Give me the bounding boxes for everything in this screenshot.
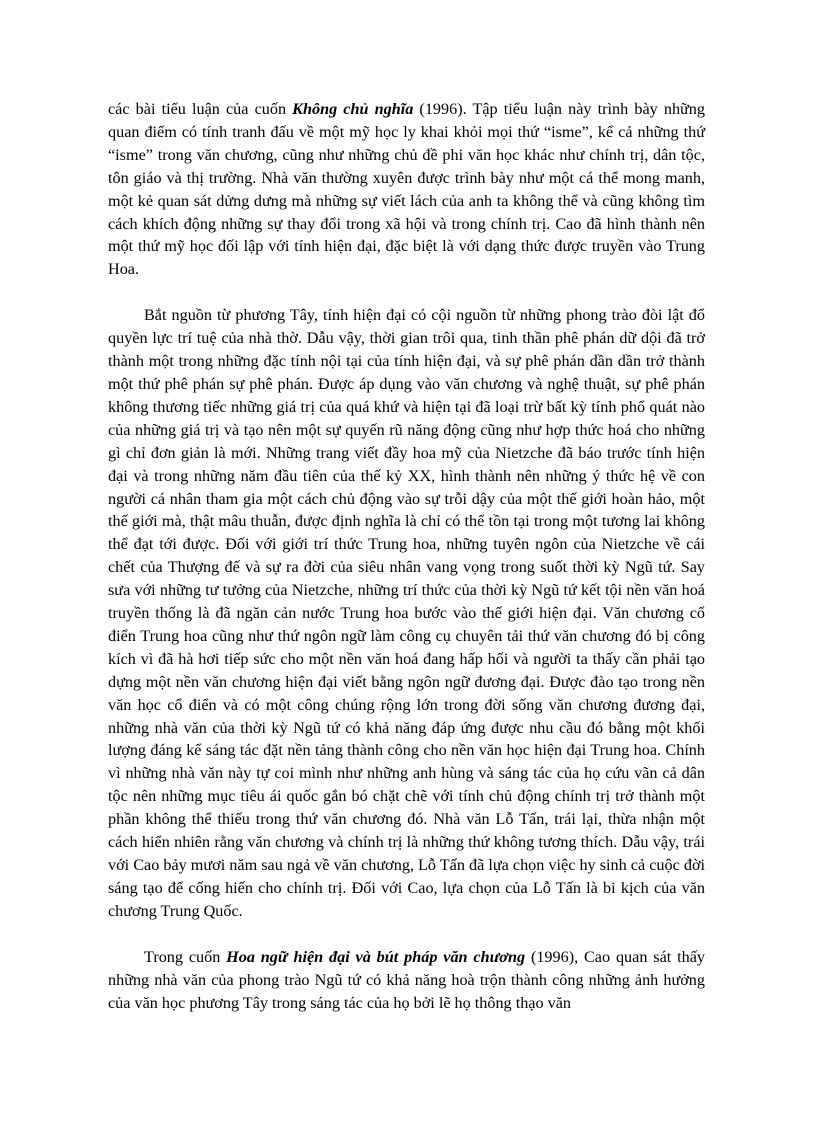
paragraph-1-text-before: các bài tiểu luận của cuốn bbox=[108, 100, 293, 118]
paragraph-3 bbox=[108, 946, 705, 1015]
paragraph-1-text-after: (1996). Tập tiểu luận này trình bày những quan điểm có tính tranh đấu về một mỹ học ly khai khỏi mọi thứ “isme”, kể cả những thứ “isme” trong văn chương, cũng như những chủ đề phi văn học khác như chính trị, dân tộc, tôn giáo và thị trường. Nhà văn thường xuyên được trình bày như một cá thể mong manh, một kẻ quan sát dửng dưng mà những sự viết lách của anh ta không thể và cũng không tìm cách khích động những sự thay đổi trong xã hội và trong chính trị. Cao đã hình thành nên một thứ mỹ học đối lập với tính hiện đại, đặc biệt là với dạng thức được truyền vào Trung Hoa. bbox=[108, 100, 705, 279]
paragraph-1 bbox=[108, 98, 705, 281]
document-page bbox=[108, 98, 705, 1014]
book-title-khong-chu-nghia: Không chủ nghĩa bbox=[292, 100, 414, 118]
paragraph-3-text-after: (1996), Cao quan sát thấy những nhà văn của phong trào Ngũ tứ có khả năng hoà trộn thành công những ảnh hưởng của văn học phương Tây trong sáng tác của họ bởi lẽ họ thông thạo văn bbox=[108, 947, 705, 1012]
paragraph-3-text-before: Trong cuốn bbox=[144, 947, 227, 966]
paragraph-2: Bắt nguồn từ phương Tây, tính hiện đại có cội nguồn từ những phong trào đòi lật đổ quyền lực trí tuệ của nhà thờ. Dẫu vậy, thời gian trôi qua, tinh thần phê phán dữ dội đã trở thành một trong những đặc tính nội tại của tính hiện đại, và sự phê phán dần dần trở thành một thứ phê phán sự phê phán. Được áp dụng vào văn chương và nghệ thuật, sự phê phán không thương tiếc những giá trị của quá khứ và hiện tại đã loại trừ bất kỳ tính phổ quát nào của những giá trị và tạo nên một sự quyến rũ năng động cũng như hợp thức hoá cho những gì chỉ đơn giản là mới. Những trang viết đầy hoa mỹ của Nietzche đã báo trước tính hiện đại và trong những năm đầu tiên của thế kỷ XX, hình thành nên những ý thức hệ về con người cá nhân tham gia một cách chủ động vào sự trỗi dậy của một thế giới hoàn hảo, một thế giới mà, thật mâu thuẫn, được định nghĩa là chỉ có thể tồn tại trong một tương lai không thể đạt tới được. Đối với giới trí thức Trung hoa, những tuyên ngôn của Nietzche về cái chết của Thượng đế và sự ra đời của siêu nhân vang vọng trong suốt thời kỳ Ngũ tứ. Say sưa với những tư tưởng của Nietzche, những trí thức của thời kỳ Ngũ tứ kết tội nền văn hoá truyền thống là đã ngăn cản nước Trung hoa bước vào thế giới hiện đại. Văn chương cổ điển Trung hoa cũng như thứ ngôn ngữ làm công cụ chuyên tải thứ văn chương đó bị công kích vì đã hà hơi tiếp sức cho một nền văn hoá đang hấp hối và người ta thấy cần phải tạo dựng một nền văn chương hiện đại viết bằng ngôn ngữ đương đại. Được đào tạo trong nền văn học cổ điển và có một công chúng rộng lớn trong đời sống văn chương đương đại, những nhà văn của thời kỳ Ngũ tứ có khả năng đáp ứng được nhu cầu đó bằng một khối lượng đáng kể sáng tác đặt nền tảng thành công cho nền văn học hiện đại Trung hoa. Chính vì những nhà văn này tự coi mình như những anh hùng và sáng tác của họ cứu vãn cả dân tộc nên những mục tiêu ái quốc gắn bó chặt chẽ với tính chủ động chính trị trở thành một phần không thể thiếu trong thứ văn chương đó. Nhà văn Lỗ Tấn, trái lại, thừa nhận một cách hiển nhiên rằng văn chương và chính trị là những thứ không tương thích. Dẫu vậy, trái với Cao bảy mươi năm sau ngả về văn chương, Lỗ Tấn đã lựa chọn việc hy sinh cả cuộc đời sáng tạo để cống hiến cho chính trị. Đối với Cao, lựa chọn của Lỗ Tấn là bi kịch của văn chương Trung Quốc. bbox=[108, 306, 705, 920]
book-title-hoa-ngu-hien-dai: Hoa ngữ hiện đại và bút pháp văn chương bbox=[226, 947, 526, 966]
